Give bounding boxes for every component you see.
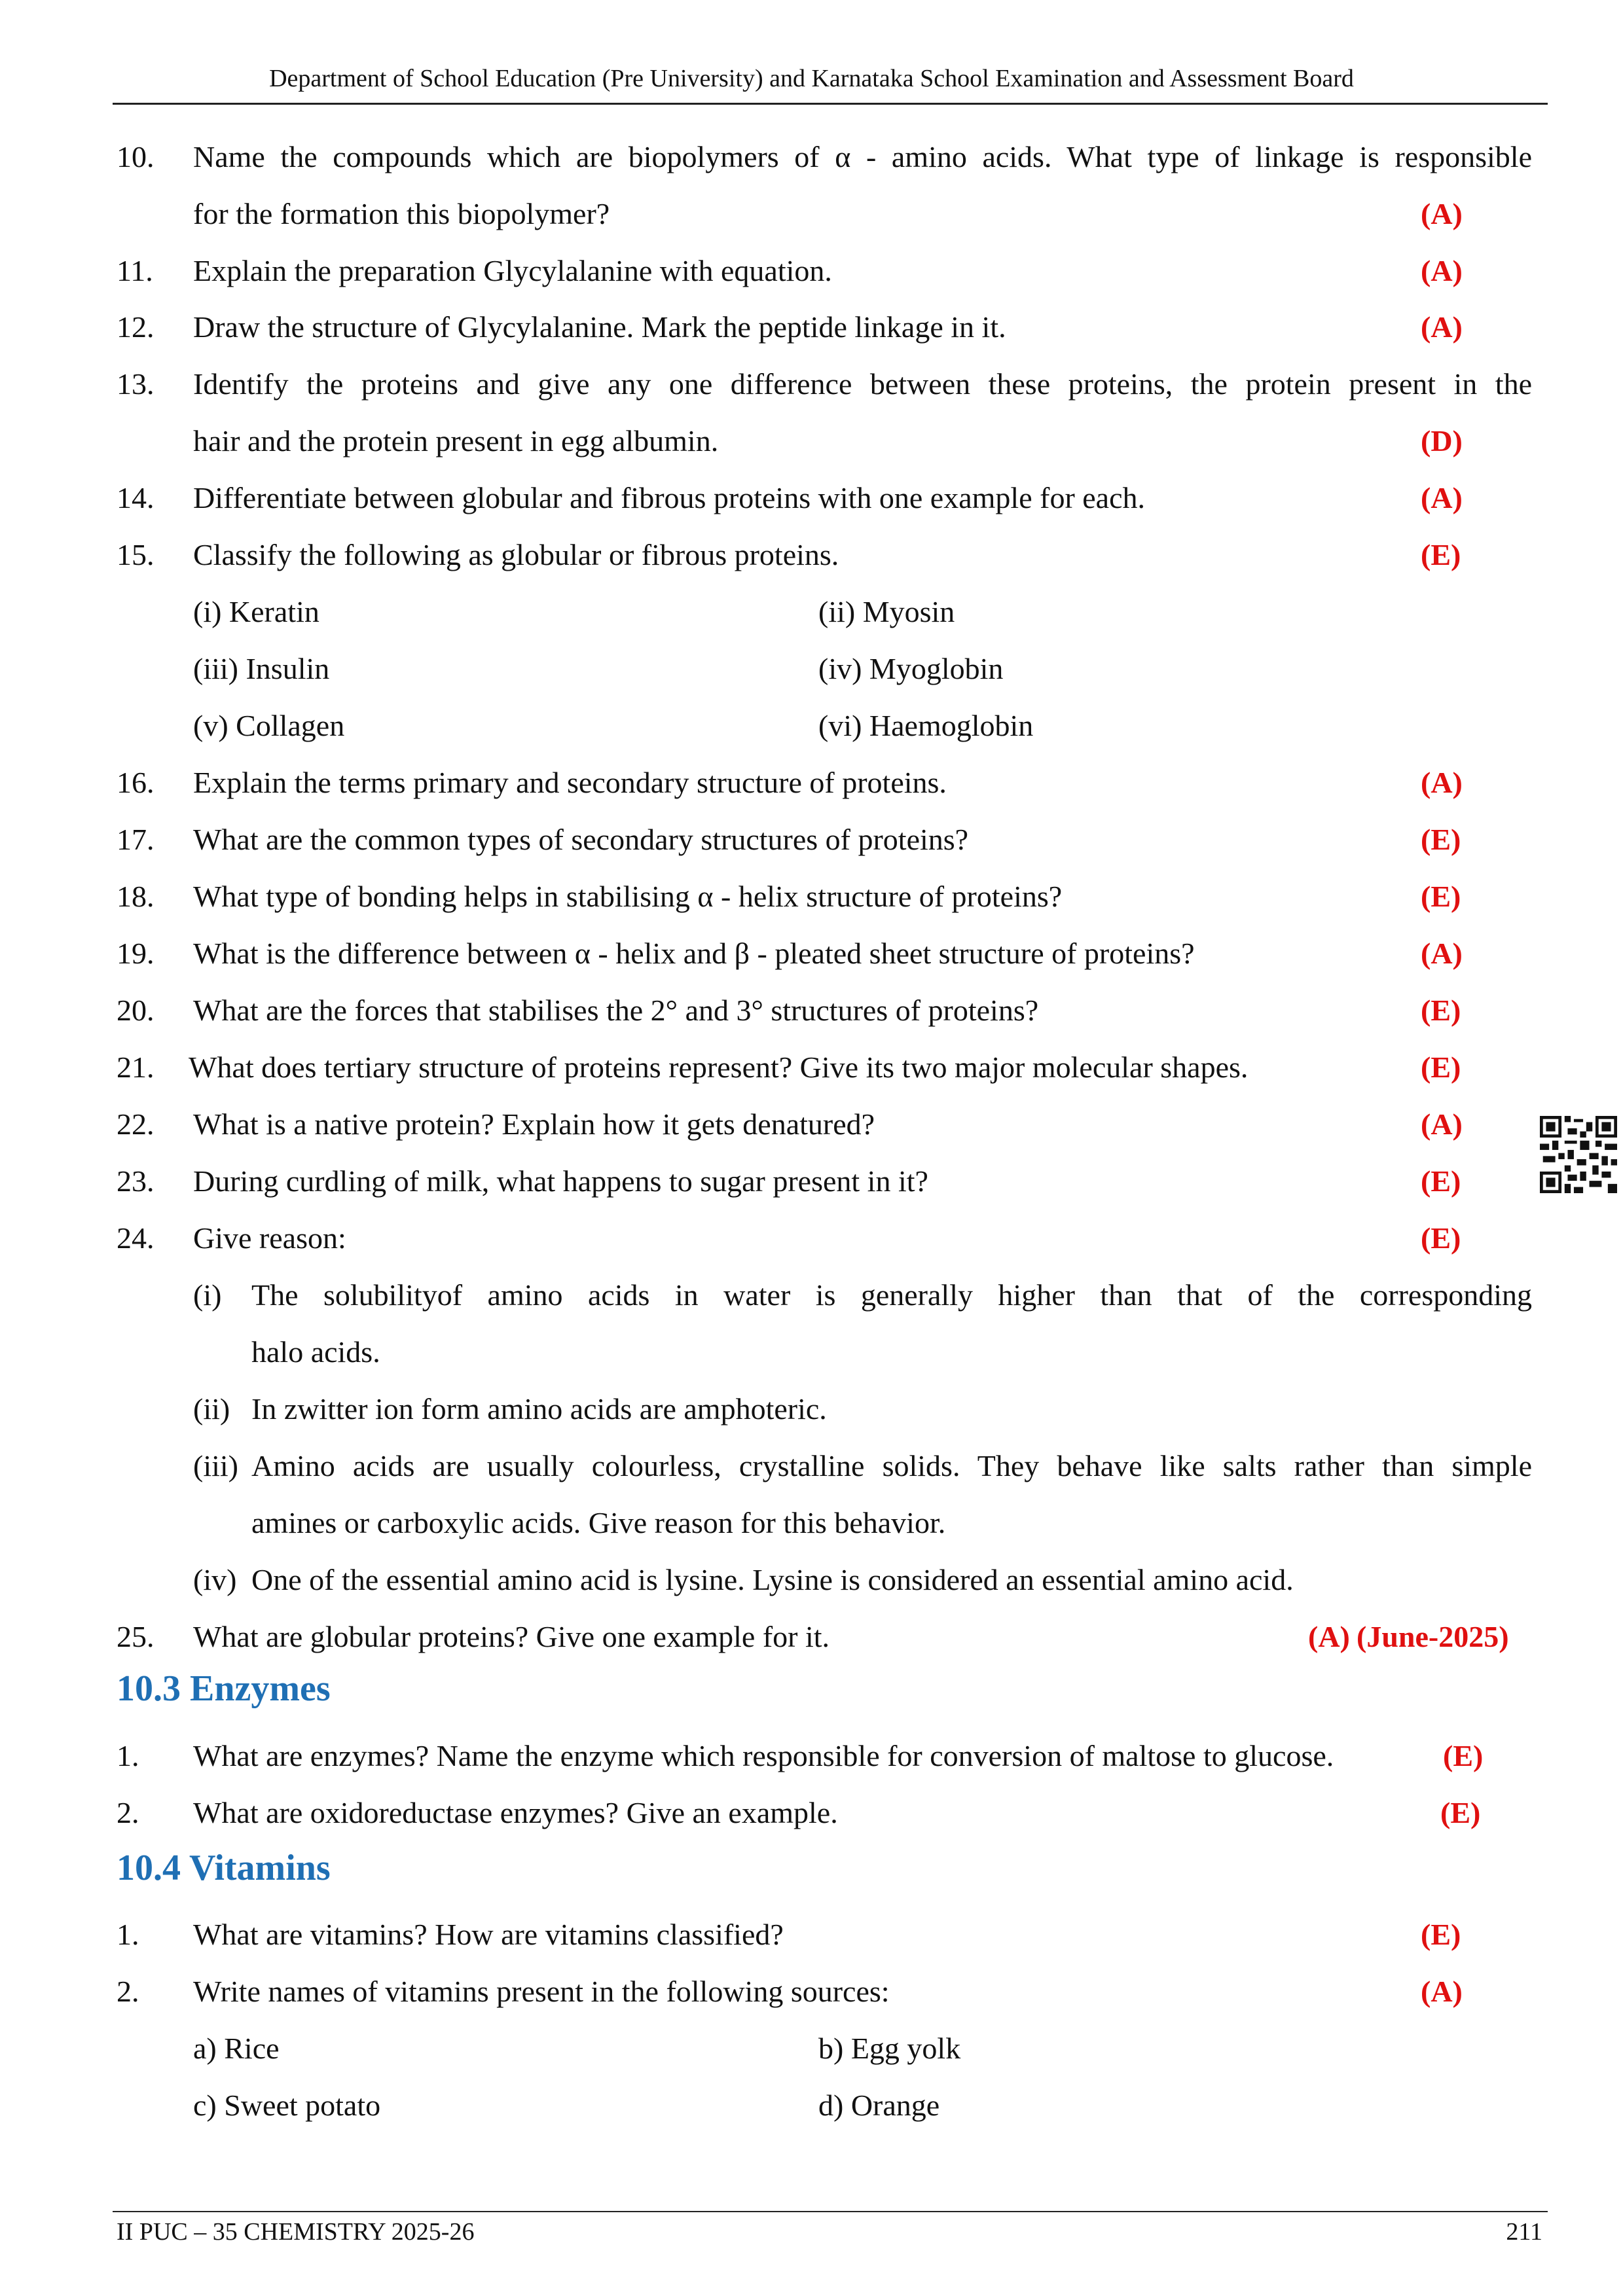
question-number: 1.: [117, 1918, 139, 1951]
question-text: What are the common types of secondary structures of proteins?: [193, 823, 969, 856]
section-title-enzymes: 10.3 Enzymes: [117, 1668, 331, 1709]
question-number: 2.: [117, 1796, 139, 1829]
difficulty-mark: (A): [1421, 1107, 1463, 1141]
question-15: [113, 531, 1532, 579]
question-22: [113, 1101, 1532, 1148]
option-item: a) Rice: [193, 2032, 280, 2065]
option-item: (iii) Insulin: [193, 652, 330, 685]
question-number: 10.: [117, 140, 155, 173]
reason-label: (i): [193, 1278, 222, 1312]
question-number: 1.: [117, 1739, 139, 1772]
vitamins-question-1: [113, 1911, 1532, 1958]
question-text: What are enzymes? Name the enzyme which responsible for conversion of maltose to glucose.: [193, 1739, 1334, 1772]
question-number: 23.: [117, 1164, 155, 1198]
question-11: [113, 247, 1532, 295]
difficulty-mark: (E): [1421, 1221, 1461, 1255]
question-21: [113, 1044, 1532, 1091]
difficulty-mark: (E): [1421, 994, 1461, 1027]
option-item: (iv) Myoglobin: [818, 652, 1004, 685]
question-number: 15.: [117, 538, 155, 571]
question-13: [113, 361, 1532, 408]
option-item: (ii) Myosin: [818, 595, 955, 628]
footer-rule: [113, 2211, 1548, 2212]
page-number: 211: [1506, 2218, 1542, 2246]
question-12: [113, 304, 1532, 351]
question-number: 24.: [117, 1221, 155, 1255]
option-item: (i) Keratin: [193, 595, 319, 628]
reason-text: In zwitter ion form amino acids are amphoteric.: [251, 1392, 827, 1426]
reason-label: (iv): [193, 1563, 237, 1596]
question-23: [113, 1158, 1532, 1205]
difficulty-mark: (E): [1421, 1050, 1461, 1084]
difficulty-mark: (E): [1421, 538, 1461, 571]
question-number: 12.: [117, 310, 155, 344]
difficulty-mark: (A): [1421, 937, 1463, 970]
difficulty-mark: (E): [1421, 823, 1461, 856]
question-text: What is a native protein? Explain how it gets denatured?: [193, 1107, 875, 1141]
question-18: [113, 873, 1532, 920]
question-10: [113, 134, 1532, 181]
question-text: What are the forces that stabilises the 2° and 3° structures of proteins?: [193, 994, 1039, 1027]
question-text: Identify the proteins and give any one difference between these proteins, the protein present in the: [193, 367, 1532, 401]
question-number: 11.: [117, 254, 153, 287]
option-item: b) Egg yolk: [818, 2032, 961, 2065]
question-text: What are globular proteins? Give one example for it.: [193, 1620, 830, 1653]
question-text: What are oxidoreductase enzymes? Give an example.: [193, 1796, 838, 1829]
difficulty-mark: (E): [1421, 1918, 1461, 1951]
header-rule: [113, 103, 1548, 105]
difficulty-mark: (A): [1308, 1620, 1350, 1653]
section-title-vitamins: 10.4 Vitamins: [117, 1848, 331, 1888]
question-text: What are vitamins? How are vitamins classified?: [193, 1918, 784, 1951]
question-20: [113, 987, 1532, 1034]
question-number: 2.: [117, 1975, 139, 2008]
option-item: d) Orange: [818, 2089, 940, 2122]
difficulty-mark: (A): [1421, 481, 1463, 514]
footer-course: II PUC – 35 CHEMISTRY 2025-26: [117, 2218, 475, 2246]
question-text: Draw the structure of Glycylalanine. Mark the peptide linkage in it.: [193, 310, 1006, 344]
question-16: [113, 759, 1532, 806]
question-number: 21.: [117, 1050, 155, 1084]
reason-label: (ii): [193, 1392, 230, 1426]
question-number: 20.: [117, 994, 155, 1027]
reason-label: (iii): [193, 1449, 238, 1482]
question-text: Give reason:: [193, 1221, 346, 1255]
question-text: Explain the terms primary and secondary structure of proteins.: [193, 766, 947, 799]
question-text: Classify the following as globular or fibrous proteins.: [193, 538, 839, 571]
difficulty-mark: (E): [1421, 1164, 1461, 1198]
enzymes-question-1: [113, 1732, 1532, 1780]
vitamins-question-2: [113, 1968, 1532, 2015]
difficulty-mark: (A): [1421, 1975, 1463, 2008]
question-text: What does tertiary structure of proteins represent? Give its two major molecular shapes.: [189, 1050, 1249, 1084]
question-number: 25.: [117, 1620, 155, 1653]
question-number: 22.: [117, 1107, 155, 1141]
difficulty-mark: (A): [1421, 310, 1463, 344]
difficulty-mark: (E): [1421, 880, 1461, 913]
option-item: (vi) Haemoglobin: [818, 709, 1034, 742]
question-24: [113, 1215, 1532, 1262]
question-text: Write names of vitamins present in the following sources:: [193, 1975, 890, 2008]
question-25: [113, 1613, 1532, 1660]
difficulty-mark: (E): [1440, 1796, 1481, 1829]
question-17: [113, 816, 1532, 863]
qr-code-icon: [1540, 1116, 1617, 1193]
question-number: 16.: [117, 766, 155, 799]
option-item: c) Sweet potato: [193, 2089, 381, 2122]
option-item: (v) Collagen: [193, 709, 345, 742]
difficulty-mark: (A): [1421, 197, 1463, 230]
enzymes-question-2: [113, 1789, 1532, 1837]
question-text: What is the difference between α - helix and β - pleated sheet structure of proteins?: [193, 937, 1195, 970]
difficulty-mark: (D): [1421, 424, 1463, 457]
question-text: Explain the preparation Glycylalanine with equation.: [193, 254, 832, 287]
difficulty-mark: (A): [1421, 254, 1463, 287]
question-text-cont: for the formation this biopolymer?: [193, 197, 610, 230]
question-text: Differentiate between globular and fibrous proteins with one example for each.: [193, 481, 1146, 514]
reason-text-cont: halo acids.: [251, 1335, 380, 1369]
difficulty-mark: (A): [1421, 766, 1463, 799]
question-10-cont: [113, 190, 1532, 238]
question-number: 14.: [117, 481, 155, 514]
reason-text: The solubilityof amino acids in water is generally higher than that of the corresponding: [251, 1278, 1532, 1312]
question-number: 19.: [117, 937, 155, 970]
reason-text: One of the essential amino acid is lysine. Lysine is considered an essential amino acid.: [251, 1563, 1294, 1596]
question-text: What type of bonding helps in stabilising α - helix structure of proteins?: [193, 880, 1063, 913]
reason-text: Amino acids are usually colourless, crystalline solids. They behave like salts rather than simple: [251, 1449, 1532, 1482]
question-13-cont: [113, 418, 1532, 465]
page-header: Department of School Education (Pre University) and Karnataka School Examination and Assessment Board: [269, 65, 1354, 92]
question-14: [113, 475, 1532, 522]
question-number: 13.: [117, 367, 155, 401]
difficulty-mark: (E): [1443, 1739, 1484, 1772]
question-number: 17.: [117, 823, 155, 856]
question-text: During curdling of milk, what happens to sugar present in it?: [193, 1164, 928, 1198]
question-text: Name the compounds which are biopolymers of α - amino acids. What type of linkage is responsible: [193, 140, 1532, 173]
reason-text-cont: amines or carboxylic acids. Give reason for this behavior.: [251, 1506, 946, 1539]
question-19: [113, 930, 1532, 977]
question-number: 18.: [117, 880, 155, 913]
question-text-cont: hair and the protein present in egg albumin.: [193, 424, 719, 457]
exam-date-badge: (June-2025): [1357, 1620, 1509, 1653]
